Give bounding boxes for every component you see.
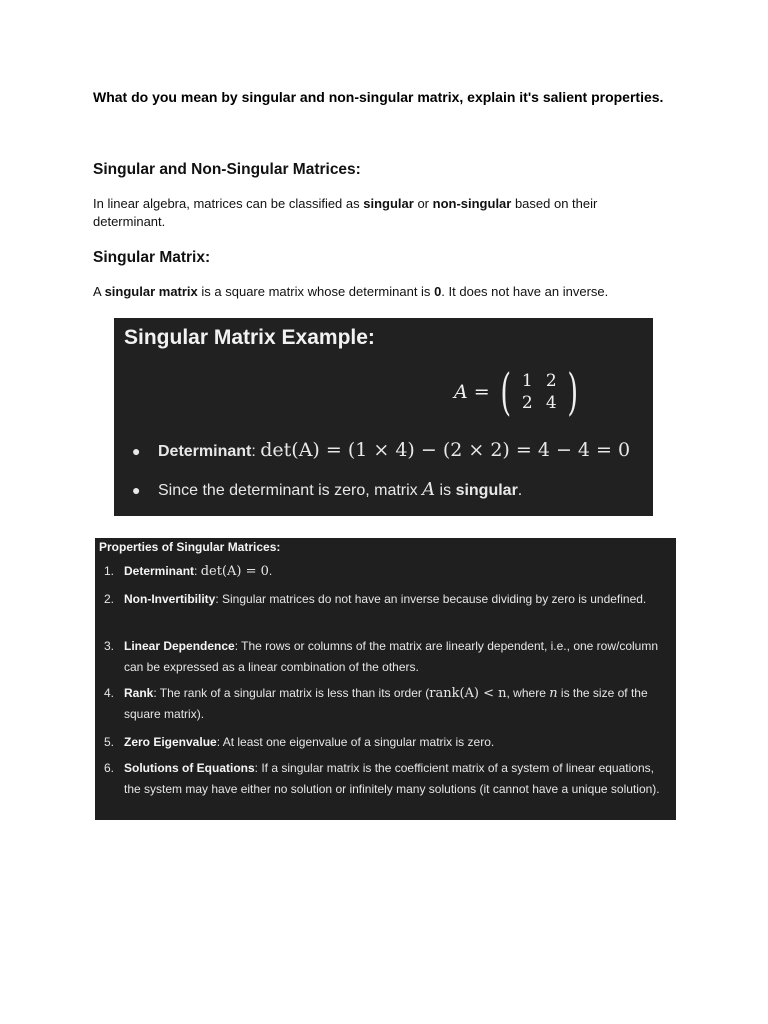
matrix-cell: 1	[521, 371, 533, 391]
matrix-equation: A = ( 1 2 2 4 )	[454, 363, 579, 421]
section-title: Singular and Non-Singular Matrices:	[93, 161, 361, 178]
properties-title: Properties of Singular Matrices:	[99, 540, 281, 554]
matrix-cell: 2	[521, 393, 533, 413]
property-item: 6. Solutions of Equations: If a singular matrix is the coefficient matrix of a system of linear equations, the system may have either no solution or infinitely many solutions (it cannot have a unique solution).	[104, 761, 660, 796]
property-item: 5. Zero Eigenvalue: At least one eigenvalue of a singular matrix is zero.	[104, 735, 495, 749]
determinant-bullet: ● Determinant: det(A) = (1 × 4) − (2 × 2) = 4 − 4 = 0	[132, 439, 631, 461]
singular-matrix-heading: Singular Matrix:	[93, 249, 211, 266]
example-title: Singular Matrix Example:	[124, 326, 375, 349]
properties-image	[95, 538, 676, 820]
conclusion-bullet: ● Since the determinant is zero, matrix A is singular.	[132, 479, 523, 500]
example-image	[114, 318, 653, 516]
matrix-cell: 2	[545, 371, 557, 391]
property-item: 2. Non-Invertibility: Singular matrices do not have an inverse because dividing by zero is undefined.	[104, 592, 647, 606]
intro-paragraph: In linear algebra, matrices can be classified as singular or non-singular based on their determinant.	[93, 196, 598, 229]
property-item: 1. Determinant: det(A) = 0.	[104, 564, 273, 579]
definition-paragraph: A singular matrix is a square matrix whose determinant is 0. It does not have an inverse.	[93, 284, 609, 299]
property-item: 4. Rank: The rank of a singular matrix is less than its order (rank(A) < n, where n is the size of the square matrix).	[104, 686, 648, 721]
question-heading: What do you mean by singular and non-singular matrix, explain it's salient properties.	[93, 89, 664, 105]
matrix-grid	[515, 371, 563, 413]
matrix-cell: 4	[545, 393, 557, 413]
property-item: 3. Linear Dependence: The rows or columns of the matrix are linearly dependent, i.e., one row/column can be expressed as a linear combination of the others.	[104, 639, 659, 674]
